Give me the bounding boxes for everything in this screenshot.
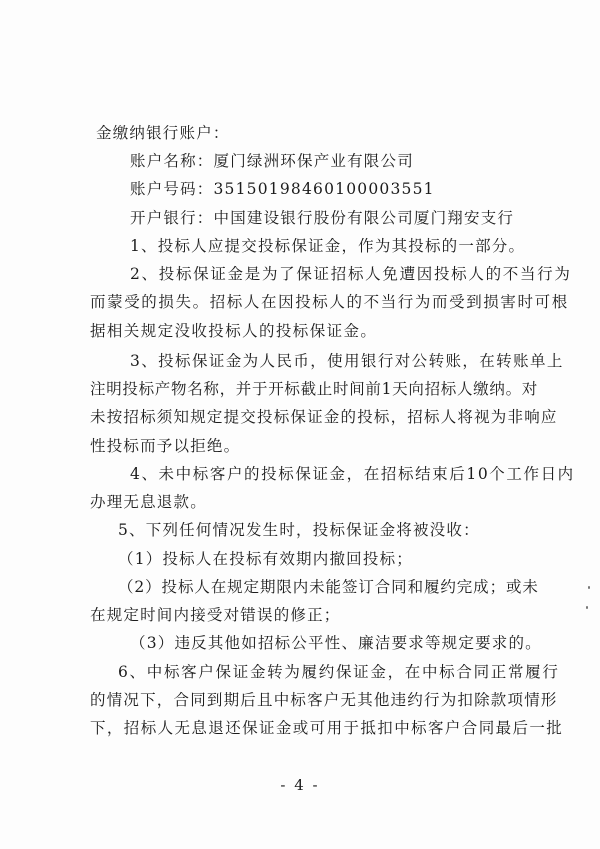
text-line: 未按招标须知规定提交投标保证金的投标，招标人将视为非响应 — [90, 408, 558, 426]
account-name-line: 账户名称：厦门绿洲环保产业有限公司 — [130, 152, 414, 170]
clause-1: 1、投标人应提交投标保证金，作为其投标的一部分。 — [130, 237, 526, 255]
text-line: 办理无息退款。 — [90, 493, 207, 511]
text-line: 在规定时间内接受对错误的修正； — [90, 606, 341, 624]
text-line: 下，招标人无息退还保证金或可用于抵扣中标客户合同最后一批 — [90, 719, 564, 737]
text-line: 金缴纳银行账户： — [96, 124, 230, 142]
sub-item-1: （1）投标人在投标有效期内撤回投标； — [118, 550, 413, 568]
text-line: 而蒙受的损失。招标人在因投标人的不当行为而受到损害时可根 — [90, 293, 569, 311]
clause-4: 4、未中标客户的投标保证金，在招标结束后10个工作日内 — [130, 465, 575, 483]
clause-3: 3、投标保证金为人民币，使用银行对公转账，在转账单上 — [130, 352, 564, 370]
text-line: 据相关规定没收投标人的投标保证金。 — [90, 322, 378, 340]
text-line: 注明投标产物名称，并于开标截止时间前1天向招标人缴纳。对 — [90, 380, 538, 398]
sub-item-3: （3）违反其他如招标公平性、廉洁要求等规定要求的。 — [130, 634, 542, 652]
page-number: - 4 - — [280, 776, 320, 794]
text-line: 性投标而予以拒绝。 — [90, 437, 241, 455]
clause-5: 5、下列任何情况发生时，投标保证金将被没收： — [118, 521, 480, 539]
text-line: 的情况下，合同到期后且中标客户无其他违约行为扣除款项情形 — [90, 691, 558, 709]
sub-item-2: （2）投标人在规定期限内未能签订合同和履约完成；或未 — [118, 578, 539, 596]
clause-6: 6、中标客户保证金转为履约保证金，在中标合同正常履行 — [118, 663, 560, 681]
bank-name-line: 开户银行：中国建设银行股份有限公司厦门翔安支行 — [130, 209, 515, 227]
scan-speck — [586, 606, 588, 609]
clause-2: 2、投标保证金是为了保证招标人免遭因投标人的不当行为 — [130, 265, 572, 283]
scan-speck — [588, 586, 590, 589]
account-number-line: 账户号码：35150198460100003551 — [130, 180, 435, 198]
